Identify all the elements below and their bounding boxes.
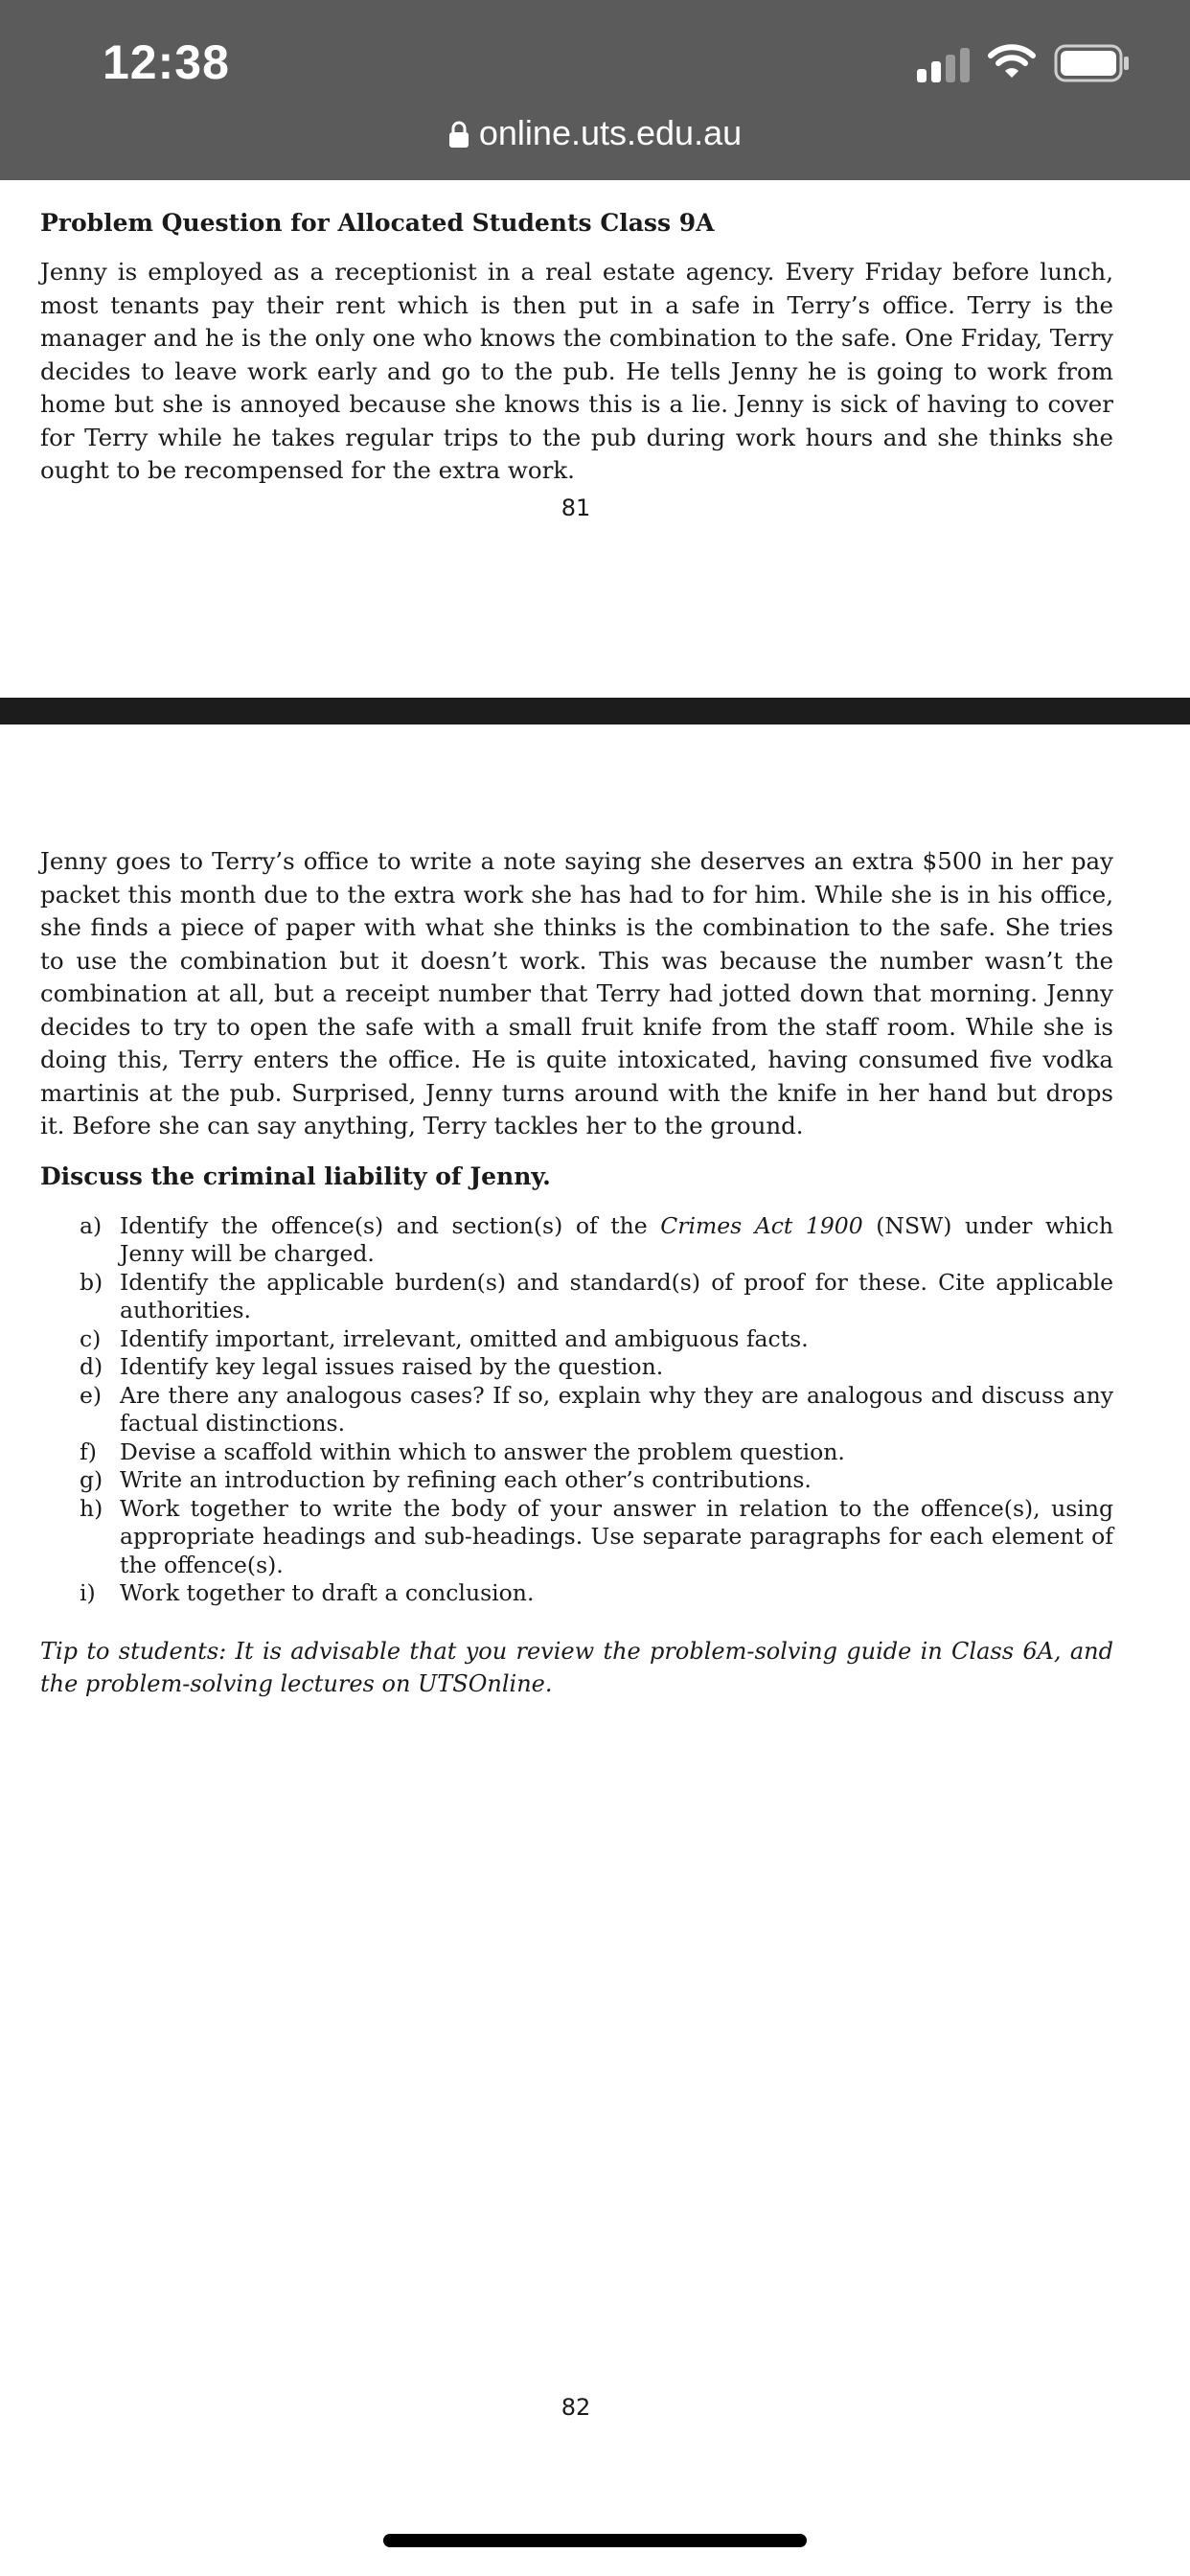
battery-icon: [1054, 44, 1131, 82]
page-divider: [0, 698, 1190, 724]
lock-icon: [448, 120, 469, 149]
problem-paragraph-2: Jenny goes to Terry’s office to write a note saying she deserves an extra $500 in her pay packet this month due to the extra work she has had to for him. While she is in his office, she finds a piece of paper with what she thinks is the combination to the safe. She tries to use the combination but it doesn’t work. This was because the number wasn’t the combination at all, but a receipt number that Terry had jotted down that morning. Jenny decides to try to open the safe with a small fruit knife from the staff room. While she is doing this, Terry enters the office. He is quite intoxicated, having consumed five vodka martinis at the pub. Surprised, Jenny turns around with the knife in her hand but drops it. Before she can say anything, Terry tackles her to the ground.: [40, 847, 1113, 1139]
page-number-81: 81: [561, 494, 591, 521]
task-item: b) Identify the applicable burden(s) and standard(s) of proof for these. Cite applicable authorities.: [80, 1268, 1113, 1323]
tip-to-students: Tip to students: It is advisable that you review the problem-solving guide in Class 6A, and the problem-solving lectures on UTSOnline.: [40, 1637, 1113, 1697]
page-81-content: [40, 209, 1113, 488]
url-text: online.uts.edu.au: [478, 113, 743, 152]
task-item: a) Identify the offence(s) and section(s) of the Crimes Act 1900 (NSW) under which Jenny will be charged.: [80, 1211, 1114, 1267]
task-marker: h): [80, 1494, 103, 1522]
task-item: i) Work together to draft a conclusion.: [80, 1579, 535, 1606]
home-indicator[interactable]: [383, 2534, 807, 2547]
cellular-signal-icon: [917, 48, 971, 82]
task-list: [40, 1212, 1113, 1608]
discuss-heading: Discuss the criminal liability of Jenny.: [40, 1162, 551, 1190]
page-82-content: [40, 845, 1113, 1701]
task-item: c) Identify important, irrelevant, omitted and ambiguous facts.: [80, 1324, 809, 1352]
status-bar: [0, 0, 1190, 180]
problem-heading: Problem Question for Allocated Students Class 9A: [40, 209, 715, 237]
task-item: f) Devise a scaffold within which to answer the problem question.: [80, 1438, 845, 1465]
status-time: 12:38: [103, 35, 230, 89]
page-number-82: 82: [561, 2394, 591, 2421]
task-marker: c): [80, 1324, 102, 1352]
task-item: e) Are there any analogous cases? If so, explain why they are analogous and discuss any factual distinctions.: [80, 1381, 1113, 1437]
task-marker: f): [80, 1438, 97, 1465]
address-bar[interactable]: [0, 113, 1190, 153]
task-item: h) Work together to write the body of your answer in relation to the offence(s), using appropriate headings and sub-headings. Use separate paragraphs for each element of the offence(s).: [80, 1494, 1113, 1578]
task-marker: e): [80, 1381, 103, 1409]
task-marker: b): [80, 1268, 103, 1296]
task-item: g) Write an introduction by refining each other’s contributions.: [80, 1466, 812, 1493]
task-item: d) Identify key legal issues raised by the question.: [80, 1353, 664, 1380]
task-marker: a): [80, 1211, 103, 1239]
wifi-icon: [988, 42, 1036, 80]
task-marker: i): [80, 1579, 96, 1606]
task-marker: g): [80, 1466, 103, 1493]
problem-paragraph-1: Jenny is employed as a receptionist in a real estate agency. Every Friday before lunch, most tenants pay their rent which is then put in a safe in Terry’s office. Terry is the manager and he is the only one who knows the combination to the safe. One Friday, Terry decides to leave work early and go to the pub. He tells Jenny he is going to work from home but she is annoyed because she knows this is a lie. Jenny is sick of having to cover for Terry while he takes regular trips to the pub during work hours and she thinks she ought to be recompensed for the extra work.: [40, 258, 1113, 484]
task-marker: d): [80, 1353, 103, 1380]
